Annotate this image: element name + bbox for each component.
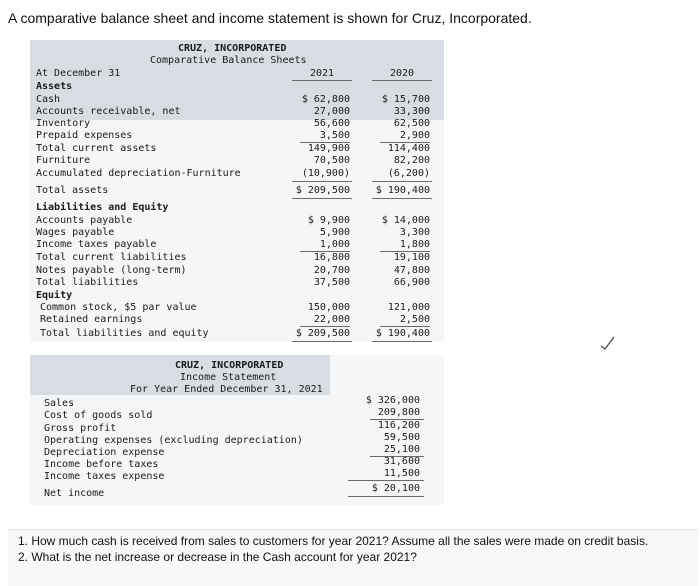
equity-row-2020: $ 190,400 [375,328,430,339]
is-row-value: $ 326,000 [365,395,420,406]
asset-row-2020: $ 190,400 [375,185,430,196]
asset-row-2020: 62,500 [393,118,430,129]
subtotal-rule [292,181,352,182]
asset-row-2020: $ 15,700 [381,94,430,105]
bs-date-label: At December 31 [36,68,121,79]
asset-row-2020: (6,200) [387,168,430,179]
asset-row-2021: 70,500 [313,155,350,166]
asset-row-label: Total assets [36,185,109,196]
asset-row-label: Cash [36,94,61,105]
liability-row-label: Wages payable [36,227,115,238]
liability-row-label: Accounts payable [36,215,133,226]
is-row-value: $ 20,100 [371,483,420,494]
bs-year1: 2021 [310,68,335,79]
equity-row-2020: 121,000 [387,302,430,313]
asset-row-label: Accounts receivable, net [36,106,181,117]
balance-sheet [30,40,444,342]
asset-row-label: Accumulated depreciation-Furniture [36,168,241,179]
pen-mark-icon [598,332,618,352]
equity-row-label: Common stock, $5 par value [40,302,197,313]
is-row-value: 116,200 [377,420,420,431]
equity-row-2021: $ 209,500 [295,328,350,339]
liability-row-2020: 1,800 [399,239,430,250]
liability-row-label: Income taxes payable [36,239,157,250]
assets-heading: Assets [36,81,73,92]
is-row-value: 59,500 [383,432,420,443]
is-period: For Year Ended December 31, 2021 [130,384,323,395]
equity-row-2021: 150,000 [307,302,350,313]
liability-row-2021: 5,900 [319,227,350,238]
is-row-label: Depreciation expense [44,447,165,458]
asset-row-2020: 2,900 [399,130,430,141]
income-statement [30,355,444,505]
liability-row-2020: 3,300 [399,227,430,238]
is-row-label: Income before taxes [44,459,159,470]
is-row-label: Sales [44,398,75,409]
liability-row-2020: 66,900 [393,277,430,288]
total-rule [348,496,424,497]
asset-row-label: Furniture [36,155,91,166]
liability-row-2020: 47,800 [393,265,430,276]
total-rule [292,198,352,199]
total-rule [292,341,352,342]
is-row-label: Operating expenses (excluding depreciation) [44,435,303,446]
liability-row-2021: 37,500 [313,277,350,288]
is-row-label: Cost of goods sold [44,410,153,421]
equity-row-label: Retained earnings [40,314,143,325]
is-company: CRUZ, INCORPORATED [175,360,284,371]
liability-row-2020: $ 14,000 [381,215,430,226]
is-title: Income Statement [180,372,277,383]
liability-row-2021: 1,000 [319,239,350,250]
asset-row-label: Prepaid expenses [36,130,133,141]
equity-heading: Equity [36,290,73,301]
equity-row-label: Total liabilities and equity [40,328,209,339]
total-rule [372,341,432,342]
liability-row-2021: 16,800 [313,252,350,263]
questions-panel [8,529,698,586]
question-1: 1. How much cash is received from sales to customers for year 2021? Assume all the sales were made on credit basis. [18,534,649,548]
liability-row-2021: 20,700 [313,265,350,276]
is-row-label: Income taxes expense [44,471,165,482]
bs-title: Comparative Balance Sheets [150,55,307,66]
is-row-value: 209,800 [377,407,420,418]
liability-row-label: Total liabilities [36,277,139,288]
asset-row-2021: (10,900) [301,168,350,179]
subtotal-rule [348,480,424,481]
is-row-value: 11,500 [383,468,420,479]
subtotal-rule [372,181,432,182]
is-row-label: Gross profit [44,423,117,434]
equity-row-2021: 22,000 [313,314,350,325]
liability-row-label: Notes payable (long-term) [36,265,187,276]
intro-text: A comparative balance sheet and income statement is shown for Cruz, Incorporated. [8,10,532,26]
is-row-value: 31,600 [383,456,420,467]
asset-row-2020: 82,200 [393,155,430,166]
asset-row-2020: 114,400 [387,143,430,154]
total-rule [372,198,432,199]
year2-underline [372,80,432,81]
liability-row-2021: $ 9,900 [307,215,350,226]
is-row-label: Net income [44,488,105,499]
liability-row-label: Total current liabilities [36,252,187,263]
asset-row-2021: 149,900 [307,143,350,154]
liabilities-heading: Liabilities and Equity [36,202,169,213]
bs-year2: 2020 [390,68,415,79]
asset-row-2020: 33,300 [393,106,430,117]
subtotal-rule [380,326,430,327]
asset-row-label: Inventory [36,118,91,129]
subtotal-rule [300,326,350,327]
asset-row-label: Total current assets [36,143,157,154]
liability-row-2020: 19,100 [393,252,430,263]
question-2: 2. What is the net increase or decrease in the Cash account for year 2021? [18,550,417,564]
asset-row-2021: $ 209,500 [295,185,350,196]
asset-row-2021: 56,600 [313,118,350,129]
asset-row-2021: 27,000 [313,106,350,117]
asset-row-2021: $ 62,800 [301,94,350,105]
is-row-value: 25,100 [383,444,420,455]
equity-row-2020: 2,500 [399,314,430,325]
asset-row-2021: 3,500 [319,130,350,141]
bs-company: CRUZ, INCORPORATED [178,43,287,54]
year1-underline [292,80,352,81]
